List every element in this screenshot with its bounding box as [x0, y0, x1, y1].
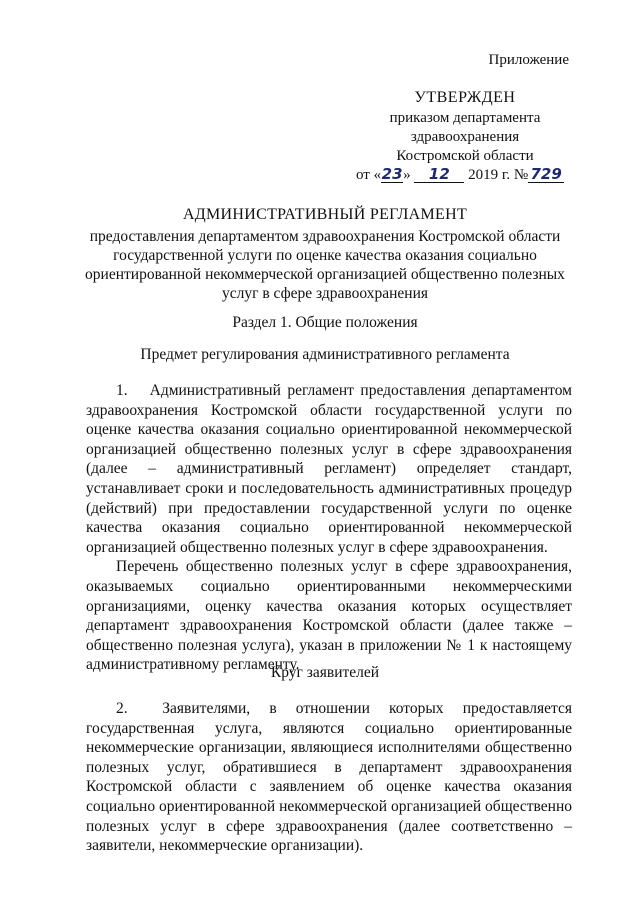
approval-date-line	[356, 166, 570, 185]
approval-line-2: здравоохранения	[410, 129, 520, 145]
title-main: АДМИНИСТРАТИВНЫЙ РЕГЛАМЕНТ	[182, 206, 468, 223]
date-mid: »	[403, 167, 411, 183]
paragraph-1: 1. Административный регламент предоставления департаментом здравоохранения Костромской области государственной услуги по оценке качества оказания социально ориентированной некоммерческой организацией общественно полезных услуг в сфере здравоохранения (далее – административный регламент) определяет стандарт, устанавливает сроки и последовательность административных процедур (действий) при предоставлении государственной услуги по оценке качества оказания социально ориентированной некоммерческой организацией общественно полезных услуг в сфере здравоохранения.	[86, 382, 572, 556]
section-heading: Раздел 1. Общие положения	[232, 314, 418, 331]
approval-heading: УТВЕРЖДЕН	[414, 89, 516, 106]
date-day: 23	[381, 165, 403, 183]
subheading-subject: Предмет регулирования административного регламента	[140, 346, 510, 363]
title-line-3: ориентированной некоммерческой организацией общественно полезных	[85, 266, 565, 283]
title-line-4: услуг в сфере здравоохранения	[222, 285, 428, 302]
paragraphs-block-2	[86, 699, 572, 856]
document-title	[70, 205, 580, 303]
paragraph-2: Перечень общественно полезных услуг в сфере здравоохранения, оказываемых социально ориентированными некоммерческими организациями, оценку качества оказания которых осуществляет департамент здравоохранения Костромской области (далее также – общественно полезная услуга), указан в приложении № 1 к настоящему административному регламенту.	[86, 558, 572, 674]
date-prefix: от «	[356, 167, 382, 183]
title-line-2: государственной услуги по оценке качества оказания социально	[113, 247, 537, 264]
date-year: 2019 г. №	[468, 167, 529, 183]
approval-line-1: приказом департамента	[389, 110, 541, 126]
title-line-1: предоставления департаментом здравоохранения Костромской области	[89, 228, 561, 245]
paragraphs-block-1	[86, 381, 572, 675]
appendix-label: Приложение	[488, 52, 569, 68]
order-number: 729	[528, 166, 564, 183]
approval-block	[356, 88, 570, 185]
subheading-applicants: Круг заявителей	[270, 664, 380, 681]
date-month: 12	[414, 166, 464, 183]
approval-line-3: Костромской области	[396, 148, 534, 164]
paragraph-3: 2. Заявителями, в отношении которых предоставляется государственная услуга, являются социально ориентированные некоммерческие организации, являющиеся исполнителями общественно полезных услуг, обратившиеся в департамент здравоохранения Костромской области с заявлением об оценке качества оказания социально ориентированной некоммерческой организацией общественно полезных услуг в сфере здравоохранения (далее соответственно – заявители, некоммерческие организации).	[86, 700, 572, 855]
